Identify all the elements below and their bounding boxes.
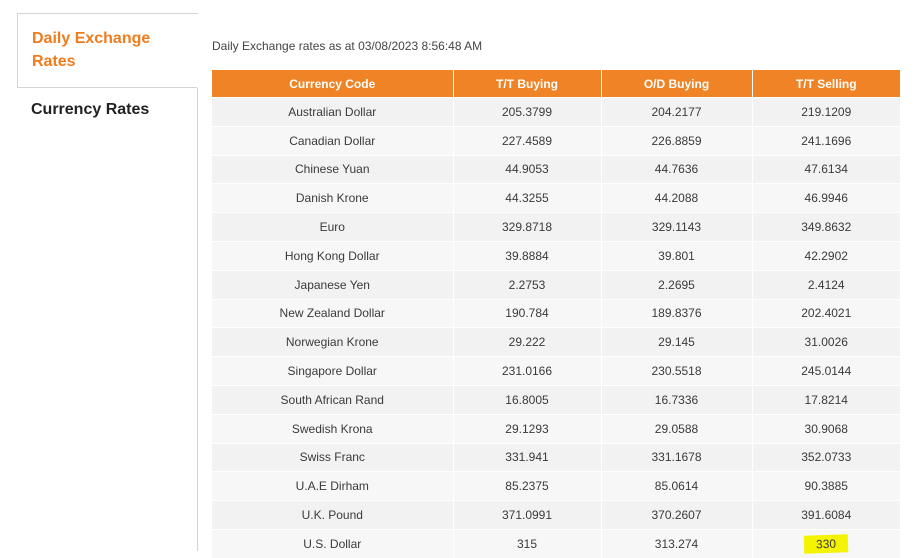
table-row xyxy=(212,213,900,242)
tt-selling-cell: 202.4021 xyxy=(752,299,900,328)
od-buying-cell: 39.801 xyxy=(601,241,752,270)
tt-buying-cell: 29.222 xyxy=(453,328,601,357)
currency-name-cell: U.K. Pound xyxy=(212,501,453,530)
currency-name-cell: Japanese Yen xyxy=(212,270,453,299)
tt-selling-cell: 17.8214 xyxy=(752,385,900,414)
tt-selling-cell: 2.4124 xyxy=(752,270,900,299)
table-row xyxy=(212,184,900,213)
table-row xyxy=(212,357,900,386)
od-buying-cell: 29.0588 xyxy=(601,414,752,443)
table-row xyxy=(212,529,900,557)
currency-name-cell: Chinese Yuan xyxy=(212,155,453,184)
od-buying-cell: 329.1143 xyxy=(601,213,752,242)
tt-buying-cell: 85.2375 xyxy=(453,472,601,501)
tt-buying-cell: 331.941 xyxy=(453,443,601,472)
tt-selling-cell: 219.1209 xyxy=(752,98,900,127)
od-buying-cell: 331.1678 xyxy=(601,443,752,472)
tt-selling-cell: 90.3885 xyxy=(752,472,900,501)
tab-daily-exchange-rates[interactable] xyxy=(17,13,198,88)
tt-selling-cell: 241.1696 xyxy=(752,126,900,155)
tt-selling-cell: 31.0026 xyxy=(752,328,900,357)
od-buying-cell: 2.2695 xyxy=(601,270,752,299)
od-buying-cell: 313.274 xyxy=(601,529,752,557)
tt-selling-cell: 46.9946 xyxy=(752,184,900,213)
od-buying-cell: 370.2607 xyxy=(601,501,752,530)
table-row xyxy=(212,126,900,155)
currency-name-cell: U.A.E Dirham xyxy=(212,472,453,501)
table-row xyxy=(212,241,900,270)
table-row xyxy=(212,501,900,530)
table-row xyxy=(212,414,900,443)
od-buying-cell: 226.8859 xyxy=(601,126,752,155)
od-buying-cell: 204.2177 xyxy=(601,98,752,127)
exchange-rates-table xyxy=(212,70,900,558)
tt-buying-cell: 44.3255 xyxy=(453,184,601,213)
tt-selling-cell: 47.6134 xyxy=(752,155,900,184)
column-header-currency-code: Currency Code xyxy=(212,70,453,98)
sidebar xyxy=(0,0,198,551)
currency-name-cell: Swedish Krona xyxy=(212,414,453,443)
tab-currency-rates-label: Currency Rates xyxy=(31,101,150,118)
currency-name-cell: Australian Dollar xyxy=(212,98,453,127)
tt-buying-cell: 29.1293 xyxy=(453,414,601,443)
currency-name-cell: Canadian Dollar xyxy=(212,126,453,155)
tt-buying-cell: 315 xyxy=(453,529,601,557)
highlighted-value: 330 xyxy=(804,534,849,554)
od-buying-cell: 85.0614 xyxy=(601,472,752,501)
currency-name-cell: Euro xyxy=(212,213,453,242)
rates-timestamp: Daily Exchange rates as at 03/08/2023 8:56:48 AM xyxy=(212,39,483,53)
tt-buying-cell: 205.3799 xyxy=(453,98,601,127)
currency-name-cell: South African Rand xyxy=(212,385,453,414)
currency-name-cell: Hong Kong Dollar xyxy=(212,241,453,270)
tab-currency-rates[interactable] xyxy=(17,88,198,138)
od-buying-cell: 16.7336 xyxy=(601,385,752,414)
table-row xyxy=(212,443,900,472)
tt-buying-cell: 16.8005 xyxy=(453,385,601,414)
column-header-od-buying: O/D Buying xyxy=(601,70,752,98)
table-row xyxy=(212,270,900,299)
table-row xyxy=(212,328,900,357)
table-row xyxy=(212,299,900,328)
od-buying-cell: 44.2088 xyxy=(601,184,752,213)
tt-buying-cell: 2.2753 xyxy=(453,270,601,299)
tt-buying-cell: 329.8718 xyxy=(453,213,601,242)
od-buying-cell: 29.145 xyxy=(601,328,752,357)
content-border xyxy=(197,88,198,551)
tt-selling-cell: 391.6084 xyxy=(752,501,900,530)
tt-selling-cell: 245.0144 xyxy=(752,357,900,386)
tab-daily-exchange-rates-label xyxy=(32,27,150,73)
table-row xyxy=(212,472,900,501)
od-buying-cell: 189.8376 xyxy=(601,299,752,328)
tt-buying-cell: 44.9053 xyxy=(453,155,601,184)
column-header-tt-selling: T/T Selling xyxy=(752,70,900,98)
od-buying-cell: 230.5518 xyxy=(601,357,752,386)
tt-selling-cell: 349.8632 xyxy=(752,213,900,242)
currency-name-cell: Danish Krone xyxy=(212,184,453,213)
currency-name-cell: Swiss Franc xyxy=(212,443,453,472)
od-buying-cell: 44.7636 xyxy=(601,155,752,184)
tt-selling-cell: 42.2902 xyxy=(752,241,900,270)
currency-name-cell: Norwegian Krone xyxy=(212,328,453,357)
tt-selling-cell: 352.0733 xyxy=(752,443,900,472)
table-row xyxy=(212,155,900,184)
tab-label-line1: Daily Exchange xyxy=(32,30,151,47)
tab-label-line2: Rates xyxy=(32,53,76,70)
tt-selling-cell: 30.9068 xyxy=(752,414,900,443)
tt-buying-cell: 371.0991 xyxy=(453,501,601,530)
table-body xyxy=(212,98,900,558)
table-row xyxy=(212,385,900,414)
tt-buying-cell: 190.784 xyxy=(453,299,601,328)
currency-name-cell: New Zealand Dollar xyxy=(212,299,453,328)
column-header-tt-buying: T/T Buying xyxy=(453,70,601,98)
table-row xyxy=(212,98,900,127)
tt-buying-cell: 39.8884 xyxy=(453,241,601,270)
currency-name-cell: U.S. Dollar xyxy=(212,529,453,557)
tt-buying-cell: 227.4589 xyxy=(453,126,601,155)
table-header-row xyxy=(212,70,900,98)
tt-buying-cell: 231.0166 xyxy=(453,357,601,386)
tt-selling-cell xyxy=(752,529,900,557)
currency-name-cell: Singapore Dollar xyxy=(212,357,453,386)
